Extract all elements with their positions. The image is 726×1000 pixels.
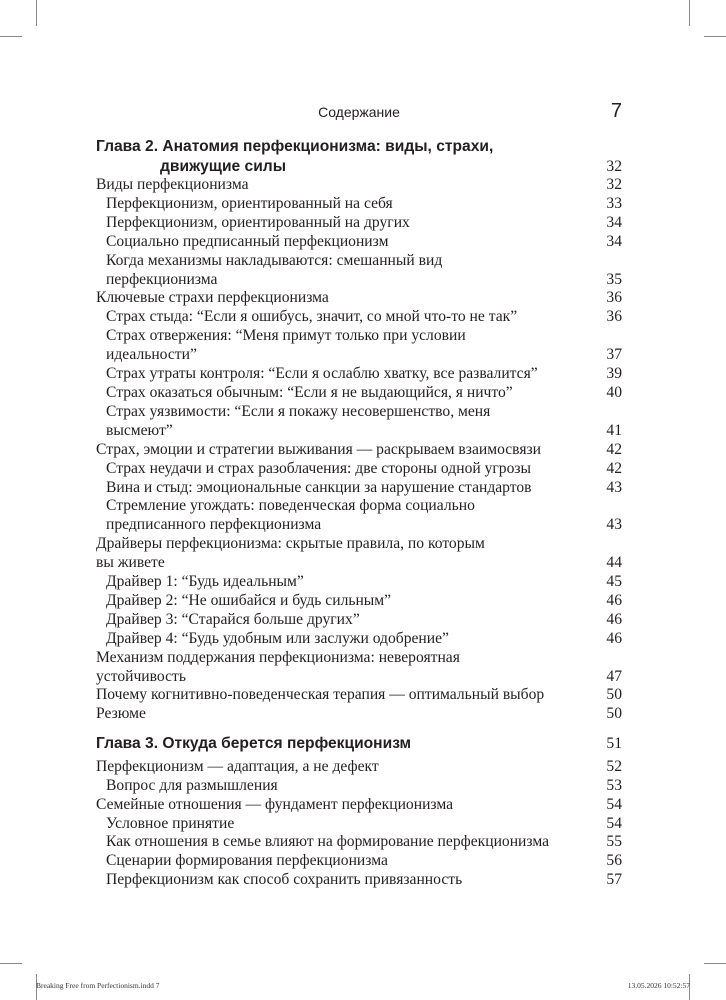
toc-page-number: 53 [606, 776, 622, 794]
toc-page-number: 35 [606, 270, 622, 288]
crop-mark [704, 36, 726, 37]
toc-page-number: 45 [606, 573, 622, 591]
toc-subsection-entry [96, 852, 622, 871]
toc-page-number: 43 [606, 516, 622, 534]
toc-entry-line: Как отношения в семье влияют на формирование перфекционизма [106, 833, 550, 851]
toc-entry-line: Социально предписанный перфекционизм [106, 232, 389, 250]
toc-section-entry [96, 796, 622, 815]
toc-entry-title [106, 777, 622, 796]
toc-page-number: 32 [606, 176, 622, 193]
toc-subsection-entry [96, 833, 622, 852]
toc-page-number: 55 [606, 833, 622, 851]
toc-entry-title [106, 308, 622, 327]
toc-entry-title [106, 252, 622, 290]
toc-subsection-entry [96, 573, 622, 592]
toc-entry-line: Страх утраты контроля: “Если я ослаблю хватку, все развалится” [106, 365, 538, 383]
toc-entry-title [106, 479, 622, 498]
toc-entry-line: устойчивость [96, 667, 186, 685]
toc-page-number: 56 [606, 852, 622, 870]
crop-mark [0, 36, 22, 37]
chapter-title-line: Глава 3. Откуда берется перфекционизм [96, 735, 412, 753]
toc-entry-title [106, 871, 622, 890]
toc-entry-title [96, 441, 622, 460]
toc-entry-line: Драйвер 1: “Будь идеальным” [106, 573, 304, 591]
toc-entry-line: Вина и стыд: эмоциональные санкции за нарушение стандартов [106, 478, 532, 496]
toc-page-number: 46 [606, 610, 622, 628]
toc-subsection-entry [96, 815, 622, 834]
toc-entry-line: Перфекционизм, ориентированный на других [106, 213, 410, 231]
toc-subsection-entry [96, 214, 622, 233]
toc-entry-title [106, 403, 622, 441]
toc-entry-title [106, 384, 622, 403]
toc-entry-title [106, 815, 622, 834]
toc-entry-line: Страх оказаться обычным: “Если я не выдающийся, я ничто” [106, 383, 513, 401]
toc-entry-line: Почему когнитивно-поведенческая терапия — оптимальный выбор [96, 686, 545, 704]
slug-filename: Breaking Free from Perfectionism.indd 7 [36, 981, 160, 990]
toc-entry-line: Резюме [96, 705, 146, 723]
toc-page-number: 46 [606, 629, 622, 647]
toc-page-number: 37 [606, 346, 622, 364]
toc-entry-title [96, 289, 622, 308]
toc-section-entry [96, 686, 622, 705]
toc-entry-line: Вопрос для размышления [106, 776, 278, 794]
toc-page-number: 36 [606, 289, 622, 307]
toc-entry-line: Драйвер 2: “Не ошибайся и будь сильным” [106, 591, 392, 609]
toc-entry-title [96, 705, 622, 724]
toc-entry-line: Механизм поддержания перфекционизма: невероятная [96, 648, 460, 666]
toc-entry-line: Семейные отношения — фундамент перфекционизма [96, 795, 454, 813]
toc-entry-title [106, 214, 622, 233]
toc-entry-line: Условное принятие [106, 814, 235, 832]
running-head-title: Содержание [318, 104, 400, 120]
toc-entry-line: Драйвер 3: “Старайся больше других” [106, 610, 360, 628]
toc-page-number: 54 [606, 795, 622, 813]
toc-entry-line: Когда механизмы накладываются: смешанный вид [106, 251, 443, 269]
chapter-title [96, 734, 622, 754]
toc-entry-title [96, 649, 622, 687]
chapter-heading [96, 734, 622, 754]
toc-entry-line: Драйверы перфекционизма: скрытые правила, по которым [96, 535, 485, 553]
toc-entry-title [106, 497, 622, 535]
toc-entry-title [106, 611, 622, 630]
toc-page-number: 42 [606, 440, 622, 458]
toc-page-number: 50 [606, 705, 622, 723]
toc-subsection-entry [96, 592, 622, 611]
toc-entry-line: Ключевые страхи перфекционизма [96, 289, 329, 307]
toc-page-number: 33 [606, 194, 622, 212]
table-of-contents [96, 137, 622, 890]
toc-entry-line: Перфекционизм — адаптация, а не дефект [96, 757, 379, 775]
toc-entry-line: Страх стыда: “Если я ошибусь, значит, со мной что-то не так” [106, 308, 518, 326]
toc-entry-title [106, 460, 622, 479]
toc-subsection-entry [96, 327, 622, 365]
toc-entry-title [106, 833, 622, 852]
chapter-title-line: движущие силы [160, 157, 287, 175]
toc-entry-line: идеальности” [106, 346, 197, 364]
toc-section-entry [96, 441, 622, 460]
running-head [96, 100, 622, 123]
toc-entry-title [106, 852, 622, 871]
toc-section-entry [96, 649, 622, 687]
toc-entry-title [96, 758, 622, 777]
toc-page-number: 57 [606, 871, 622, 889]
toc-entry-title [96, 535, 622, 573]
toc-subsection-entry [96, 384, 622, 403]
toc-entry-title [96, 686, 622, 705]
toc-entry-line: Виды перфекционизма [96, 176, 249, 193]
toc-subsection-entry [96, 611, 622, 630]
print-slug [36, 981, 690, 993]
toc-entry-line: Драйвер 4: “Будь удобным или заслужи одобрение” [106, 629, 449, 647]
toc-entry-line: Сценарии формирования перфекционизма [106, 852, 388, 870]
toc-entry-title [106, 327, 622, 365]
toc-page-number: 46 [606, 591, 622, 609]
toc-entry-title [106, 573, 622, 592]
toc-subsection-entry [96, 777, 622, 796]
toc-page-number: 44 [606, 554, 622, 572]
toc-section-entry [96, 535, 622, 573]
toc-entry-title [106, 365, 622, 384]
toc-entry-title [106, 630, 622, 649]
toc-entry-line: вы живете [96, 554, 165, 572]
toc-entry-title [96, 176, 622, 195]
toc-section-entry [96, 705, 622, 724]
chapter-page-number: 32 [606, 157, 622, 175]
toc-entry-line: предписанного перфекционизма [106, 516, 322, 534]
toc-entry-title [106, 592, 622, 611]
slug-timestamp: 13.05.2026 10:52:57 [627, 981, 690, 990]
toc-page-number: 42 [606, 459, 622, 477]
page-number: 7 [610, 100, 622, 122]
toc-page-number: 52 [606, 757, 622, 775]
toc-subsection-entry [96, 308, 622, 327]
toc-entry-line: Страх уязвимости: “Если я покажу несовершенство, меня [106, 402, 491, 420]
toc-page-number: 36 [606, 308, 622, 326]
crop-mark [689, 0, 690, 26]
chapter-title-line: Глава 2. Анатомия перфекционизма: виды, страхи, [96, 138, 494, 155]
toc-page-number: 47 [606, 667, 622, 685]
toc-entry-title [106, 233, 622, 252]
toc-subsection-entry [96, 233, 622, 252]
toc-section-entry [96, 289, 622, 308]
toc-page-number: 50 [606, 686, 622, 704]
toc-page-number: 34 [606, 213, 622, 231]
toc-subsection-entry [96, 479, 622, 498]
toc-subsection-entry [96, 871, 622, 890]
toc-subsection-entry [96, 460, 622, 479]
toc-page-number: 34 [606, 232, 622, 250]
toc-subsection-entry [96, 252, 622, 290]
toc-subsection-entry [96, 403, 622, 441]
toc-entry-line: высмеют” [106, 421, 173, 439]
toc-entry-line: Перфекционизм как способ сохранить привязанность [106, 871, 463, 889]
toc-subsection-entry [96, 365, 622, 384]
toc-section-entry [96, 758, 622, 777]
toc-entry-title [96, 796, 622, 815]
toc-subsection-entry [96, 497, 622, 535]
toc-section-entry [96, 176, 622, 195]
toc-page-number: 40 [606, 383, 622, 401]
toc-entry-line: перфекционизма [106, 270, 218, 288]
toc-entry-line: Перфекционизм, ориентированный на себя [106, 194, 393, 212]
chapter-title [96, 137, 622, 176]
toc-page-number: 54 [606, 814, 622, 832]
toc-entry-line: Стремление угождать: поведенческая форма социально [106, 497, 475, 515]
chapter-page-number: 51 [606, 735, 622, 753]
toc-entry-line: Страх, эмоции и стратегии выживания — раскрываем взаимосвязи [96, 440, 542, 458]
toc-page-number: 43 [606, 478, 622, 496]
crop-mark [0, 963, 22, 964]
toc-entry-line: Страх отвержения: “Меня примут только при условии [106, 327, 466, 345]
toc-page-number: 39 [606, 365, 622, 383]
toc-subsection-entry [96, 195, 622, 214]
crop-mark [704, 963, 726, 964]
crop-mark [36, 0, 37, 26]
toc-entry-title [106, 195, 622, 214]
toc-subsection-entry [96, 630, 622, 649]
toc-entry-line: Страх неудачи и страх разоблачения: две стороны одной угрозы [106, 459, 532, 477]
chapter-heading [96, 137, 622, 176]
toc-page-number: 41 [606, 421, 622, 439]
